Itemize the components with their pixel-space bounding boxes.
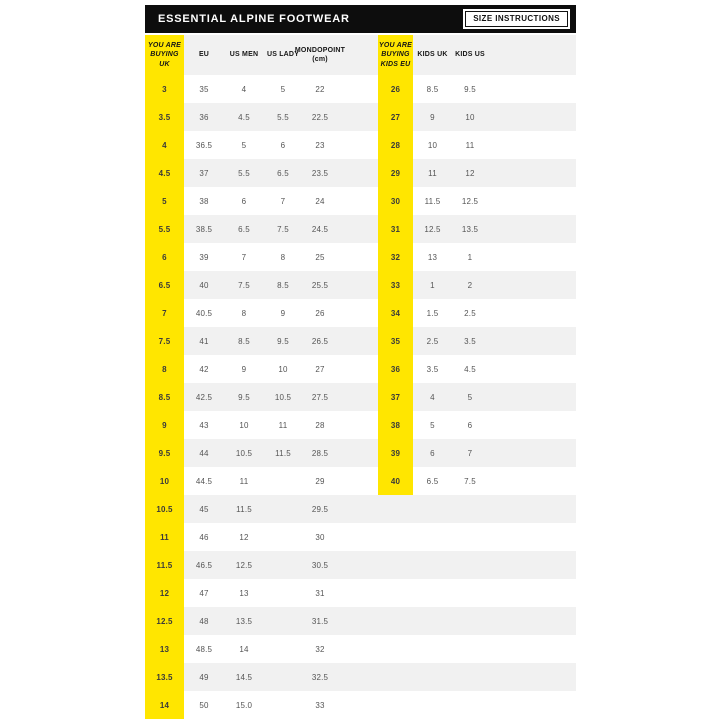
- cell-eu: 45: [199, 504, 209, 514]
- cell-uk: 6: [145, 243, 184, 271]
- cell-us-men: 14: [239, 644, 249, 654]
- cell-kids-eu: 34: [378, 299, 413, 327]
- cell-eu: 39: [199, 252, 209, 262]
- cell-spacer: [338, 103, 378, 131]
- cell-us-men: 9: [241, 364, 247, 374]
- cell-kids-uk: [413, 607, 452, 635]
- cell-uk: 12.5: [145, 607, 184, 635]
- cell-mondo: 32: [315, 644, 325, 654]
- cell-spacer: [338, 523, 378, 551]
- cell-kids-uk: 11.5: [424, 196, 441, 206]
- cell-us-lady: [264, 663, 302, 691]
- cell-kids-uk: 12.5: [424, 224, 441, 234]
- cell-mondo: 31.5: [311, 616, 329, 626]
- cell-uk: 13: [145, 635, 184, 663]
- cell-kids-us: [452, 579, 488, 607]
- cell-us-lady: 5.5: [277, 112, 289, 122]
- table-row: [145, 355, 576, 383]
- cell-eu: 36: [199, 112, 209, 122]
- cell-kids-uk: [413, 691, 452, 719]
- cell-uk: 14: [145, 691, 184, 719]
- size-table-body: [145, 75, 576, 719]
- cell-kids-us: 6: [467, 420, 473, 430]
- cell-kids-uk: 2.5: [426, 336, 439, 346]
- cell-us-lady: 8.5: [277, 280, 289, 290]
- cell-uk: 13.5: [145, 663, 184, 691]
- header-kids-us: KIDS US: [455, 51, 485, 59]
- cell-kids-uk: [413, 523, 452, 551]
- table-row: [145, 159, 576, 187]
- cell-eu: 49: [199, 672, 209, 682]
- cell-spacer2: [488, 131, 576, 159]
- cell-eu: 36.5: [195, 140, 213, 150]
- cell-us-lady: 7: [280, 196, 286, 206]
- cell-us-lady: 8: [280, 252, 286, 262]
- cell-kids-eu: 31: [378, 215, 413, 243]
- table-row: [145, 187, 576, 215]
- cell-spacer: [338, 579, 378, 607]
- cell-kids-eu: [378, 495, 413, 523]
- cell-kids-us: 11: [465, 140, 475, 150]
- cell-kids-uk: 9: [430, 112, 435, 122]
- header-spacer: [338, 35, 378, 75]
- table-row: [145, 691, 576, 719]
- cell-kids-eu: 36: [378, 355, 413, 383]
- cell-kids-us: 5: [467, 392, 473, 402]
- cell-spacer: [338, 299, 378, 327]
- cell-kids-eu: 37: [378, 383, 413, 411]
- cell-spacer2: [488, 215, 576, 243]
- cell-eu: 44.5: [195, 476, 213, 486]
- cell-mondo: 25.5: [311, 280, 329, 290]
- cell-spacer: [338, 495, 378, 523]
- cell-spacer: [338, 607, 378, 635]
- cell-kids-uk: [413, 663, 452, 691]
- cell-kids-uk: [413, 551, 452, 579]
- cell-us-men: 11.5: [236, 504, 252, 514]
- cell-spacer: [338, 131, 378, 159]
- cell-uk: 12: [145, 579, 184, 607]
- cell-spacer: [338, 691, 378, 719]
- cell-spacer2: [488, 383, 576, 411]
- cell-mondo: 26.5: [311, 336, 329, 346]
- cell-spacer2: [488, 467, 576, 495]
- cell-kids-uk: 6.5: [426, 476, 439, 486]
- cell-us-lady: 11: [278, 420, 288, 430]
- cell-kids-us: 12: [465, 168, 475, 178]
- cell-eu: 40: [199, 280, 209, 290]
- cell-spacer: [338, 411, 378, 439]
- cell-mondo: 23.5: [311, 168, 329, 178]
- cell-spacer: [338, 383, 378, 411]
- cell-us-lady: [264, 495, 302, 523]
- table-row: [145, 271, 576, 299]
- cell-eu: 48.5: [195, 644, 213, 654]
- cell-kids-us: [452, 607, 488, 635]
- cell-kids-us: 3.5: [464, 336, 476, 346]
- cell-us-men: 4.5: [238, 112, 250, 122]
- cell-kids-eu: [378, 691, 413, 719]
- header-mondopoint: MONDOPOINT (cm): [294, 46, 346, 63]
- cell-us-men: 7.5: [238, 280, 250, 290]
- cell-mondo: 26: [315, 308, 325, 318]
- cell-us-lady: [264, 523, 302, 551]
- cell-us-lady: [264, 551, 302, 579]
- cell-eu: 37: [199, 168, 209, 178]
- cell-kids-us: 13.5: [461, 224, 479, 234]
- cell-us-lady: 6.5: [277, 168, 289, 178]
- cell-spacer2: [488, 103, 576, 131]
- cell-kids-eu: 39: [378, 439, 413, 467]
- cell-kids-uk: 5: [430, 420, 435, 430]
- cell-kids-uk: [413, 495, 452, 523]
- cell-mondo: 30.5: [311, 560, 329, 570]
- cell-spacer: [338, 75, 378, 103]
- cell-kids-us: 12.5: [461, 196, 479, 206]
- table-row: [145, 75, 576, 103]
- cell-spacer: [338, 467, 378, 495]
- cell-spacer2: [488, 523, 576, 551]
- cell-mondo: 27.5: [311, 392, 329, 402]
- table-row: [145, 607, 576, 635]
- cell-spacer2: [488, 691, 576, 719]
- cell-kids-eu: 40: [378, 467, 413, 495]
- cell-kids-us: [452, 663, 488, 691]
- cell-eu: 46: [199, 532, 209, 542]
- cell-kids-us: 7: [467, 448, 473, 458]
- cell-kids-us: 2: [467, 280, 473, 290]
- cell-kids-uk: 1: [430, 280, 435, 290]
- cell-kids-eu: 27: [378, 103, 413, 131]
- cell-kids-uk: 1.5: [426, 308, 439, 318]
- cell-kids-us: [452, 635, 488, 663]
- cell-eu: 44: [199, 448, 209, 458]
- cell-uk: 4: [145, 131, 184, 159]
- cell-kids-us: [452, 551, 488, 579]
- header-spacer-right: [488, 35, 576, 75]
- table-row: [145, 327, 576, 355]
- cell-uk: 10.5: [145, 495, 184, 523]
- header-us-lady: US LADY: [266, 51, 300, 59]
- cell-uk: 3: [145, 75, 184, 103]
- table-row: [145, 635, 576, 663]
- cell-us-men: 7: [241, 252, 247, 262]
- table-row: [145, 411, 576, 439]
- cell-kids-us: [452, 495, 488, 523]
- cell-us-men: 8: [241, 308, 247, 318]
- cell-mondo: 30: [315, 532, 325, 542]
- cell-us-lady: 5: [280, 84, 286, 94]
- cell-us-men: 13: [239, 588, 249, 598]
- cell-eu: 46.5: [195, 560, 213, 570]
- cell-spacer: [338, 327, 378, 355]
- cell-kids-eu: [378, 607, 413, 635]
- cell-kids-uk: 4: [430, 392, 435, 402]
- header-us-men: US MEN: [229, 51, 259, 59]
- cell-us-men: 10.5: [235, 448, 253, 458]
- table-row: [145, 495, 576, 523]
- cell-kids-uk: 10: [427, 140, 438, 150]
- cell-mondo: 28: [315, 420, 325, 430]
- cell-us-lady: 9.5: [277, 336, 289, 346]
- cell-eu: 42: [199, 364, 209, 374]
- table-row: [145, 299, 576, 327]
- cell-uk: 7.5: [145, 327, 184, 355]
- cell-us-men: 13.5: [235, 616, 253, 626]
- cell-uk: 6.5: [145, 271, 184, 299]
- cell-spacer2: [488, 75, 576, 103]
- title-bar: [145, 5, 576, 33]
- cell-us-lady: 10: [278, 364, 288, 374]
- cell-kids-uk: [413, 579, 452, 607]
- cell-kids-uk: 8.5: [426, 84, 439, 94]
- cell-kids-us: 9.5: [464, 84, 476, 94]
- cell-uk: 11.5: [145, 551, 184, 579]
- cell-kids-us: [452, 523, 488, 551]
- cell-spacer: [338, 159, 378, 187]
- size-instructions-button[interactable]: SIZE INSTRUCTIONS: [465, 11, 568, 27]
- cell-us-men: 14.5: [235, 672, 253, 682]
- cell-kids-uk: 6: [430, 448, 435, 458]
- table-row: [145, 103, 576, 131]
- cell-mondo: 32.5: [311, 672, 329, 682]
- cell-mondo: 22: [315, 84, 325, 94]
- cell-mondo: 28.5: [311, 448, 329, 458]
- cell-spacer2: [488, 271, 576, 299]
- cell-spacer2: [488, 439, 576, 467]
- cell-kids-us: 1: [467, 252, 473, 262]
- table-row: [145, 551, 576, 579]
- cell-kids-uk: 13: [427, 252, 438, 262]
- table-row: [145, 243, 576, 271]
- cell-us-men: 6.5: [238, 224, 250, 234]
- cell-spacer: [338, 551, 378, 579]
- cell-spacer: [338, 187, 378, 215]
- cell-us-men: 12.5: [235, 560, 253, 570]
- cell-uk: 3.5: [145, 103, 184, 131]
- cell-us-lady: 6: [280, 140, 286, 150]
- cell-us-men: 6: [241, 196, 247, 206]
- cell-us-men: 5: [241, 140, 247, 150]
- header-kids-uk: KIDS UK: [417, 51, 448, 59]
- cell-spacer: [338, 635, 378, 663]
- cell-uk: 9: [145, 411, 184, 439]
- cell-spacer: [338, 355, 378, 383]
- cell-us-men: 12: [239, 532, 249, 542]
- table-row: [145, 663, 576, 691]
- cell-eu: 38: [199, 196, 209, 206]
- cell-eu: 47: [199, 588, 209, 598]
- table-row: [145, 523, 576, 551]
- cell-kids-eu: [378, 523, 413, 551]
- cell-kids-eu: [378, 663, 413, 691]
- cell-us-men: 4: [241, 84, 247, 94]
- cell-kids-uk: 11: [428, 168, 437, 178]
- cell-kids-us: 10: [465, 112, 475, 122]
- cell-kids-eu: 26: [378, 75, 413, 103]
- cell-kids-us: 2.5: [464, 308, 476, 318]
- cell-spacer: [338, 663, 378, 691]
- cell-mondo: 25: [315, 252, 325, 262]
- cell-spacer: [338, 271, 378, 299]
- cell-kids-eu: 30: [378, 187, 413, 215]
- cell-uk: 8.5: [145, 383, 184, 411]
- cell-kids-eu: 33: [378, 271, 413, 299]
- cell-kids-eu: [378, 551, 413, 579]
- cell-uk: 8: [145, 355, 184, 383]
- cell-spacer2: [488, 187, 576, 215]
- cell-kids-eu: 35: [378, 327, 413, 355]
- cell-mondo: 27: [315, 364, 325, 374]
- cell-us-men: 11: [239, 476, 249, 486]
- cell-spacer2: [488, 607, 576, 635]
- cell-spacer: [338, 439, 378, 467]
- cell-uk: 5.5: [145, 215, 184, 243]
- cell-us-lady: [264, 607, 302, 635]
- cell-eu: 35: [199, 84, 209, 94]
- cell-spacer: [338, 243, 378, 271]
- cell-mondo: 29: [315, 476, 325, 486]
- cell-spacer2: [488, 159, 576, 187]
- table-header-row: [145, 35, 576, 75]
- cell-eu: 38.5: [195, 224, 213, 234]
- cell-spacer2: [488, 327, 576, 355]
- header-you-are-buying-uk: YOU ARE BUYING UK: [145, 35, 184, 75]
- cell-us-lady: [264, 635, 302, 663]
- cell-kids-eu: [378, 579, 413, 607]
- cell-kids-uk: [413, 635, 452, 663]
- cell-kids-eu: 28: [378, 131, 413, 159]
- cell-kids-us: 7.5: [464, 476, 476, 486]
- cell-us-men: 9.5: [238, 392, 250, 402]
- cell-spacer2: [488, 299, 576, 327]
- cell-us-men: 5.5: [238, 168, 250, 178]
- cell-us-lady: [264, 467, 302, 495]
- cell-eu: 42.5: [195, 392, 213, 402]
- cell-spacer2: [488, 663, 576, 691]
- table-row: [145, 383, 576, 411]
- cell-mondo: 22.5: [311, 112, 329, 122]
- cell-us-lady: [264, 579, 302, 607]
- cell-us-lady: [264, 691, 302, 719]
- cell-uk: 10: [145, 467, 184, 495]
- cell-uk: 11: [145, 523, 184, 551]
- cell-eu: 48: [199, 616, 209, 626]
- header-eu: EU: [198, 51, 210, 59]
- cell-mondo: 23: [315, 140, 325, 150]
- cell-uk: 5: [145, 187, 184, 215]
- cell-uk: 9.5: [145, 439, 184, 467]
- cell-eu: 41: [199, 336, 209, 346]
- table-row: [145, 215, 576, 243]
- cell-mondo: 24.5: [311, 224, 329, 234]
- cell-spacer2: [488, 495, 576, 523]
- cell-spacer2: [488, 355, 576, 383]
- cell-spacer2: [488, 243, 576, 271]
- cell-mondo: 24: [315, 196, 325, 206]
- cell-kids-eu: [378, 635, 413, 663]
- cell-eu: 50: [199, 700, 209, 710]
- cell-spacer2: [488, 411, 576, 439]
- cell-us-lady: 9: [280, 308, 286, 318]
- table-row: [145, 579, 576, 607]
- cell-us-men: 15.0: [235, 700, 253, 710]
- cell-kids-eu: 32: [378, 243, 413, 271]
- cell-mondo: 33: [315, 700, 325, 710]
- cell-kids-eu: 29: [378, 159, 413, 187]
- cell-eu: 43: [199, 420, 209, 430]
- cell-spacer2: [488, 579, 576, 607]
- cell-spacer2: [488, 635, 576, 663]
- cell-eu: 40.5: [195, 308, 213, 318]
- cell-kids-us: 4.5: [464, 364, 476, 374]
- size-instructions-button-frame: [463, 9, 570, 29]
- cell-mondo: 31: [315, 588, 325, 598]
- cell-kids-eu: 38: [378, 411, 413, 439]
- page-title: ESSENTIAL ALPINE FOOTWEAR: [158, 13, 350, 25]
- cell-uk: 4.5: [145, 159, 184, 187]
- header-you-are-buying-kids-eu: YOU ARE BUYING KIDS EU: [378, 35, 413, 75]
- cell-spacer: [338, 215, 378, 243]
- cell-us-men: 8.5: [238, 336, 250, 346]
- table-row: [145, 439, 576, 467]
- cell-us-lady: 10.5: [274, 392, 292, 402]
- cell-us-lady: 11.5: [275, 448, 291, 458]
- table-row: [145, 131, 576, 159]
- table-row: [145, 467, 576, 495]
- cell-mondo: 29.5: [311, 504, 329, 514]
- cell-us-lady: 7.5: [277, 224, 289, 234]
- size-chart-panel: [145, 5, 576, 719]
- cell-uk: 7: [145, 299, 184, 327]
- cell-kids-uk: 3.5: [426, 364, 439, 374]
- cell-us-men: 10: [239, 420, 249, 430]
- cell-spacer2: [488, 551, 576, 579]
- cell-kids-us: [452, 691, 488, 719]
